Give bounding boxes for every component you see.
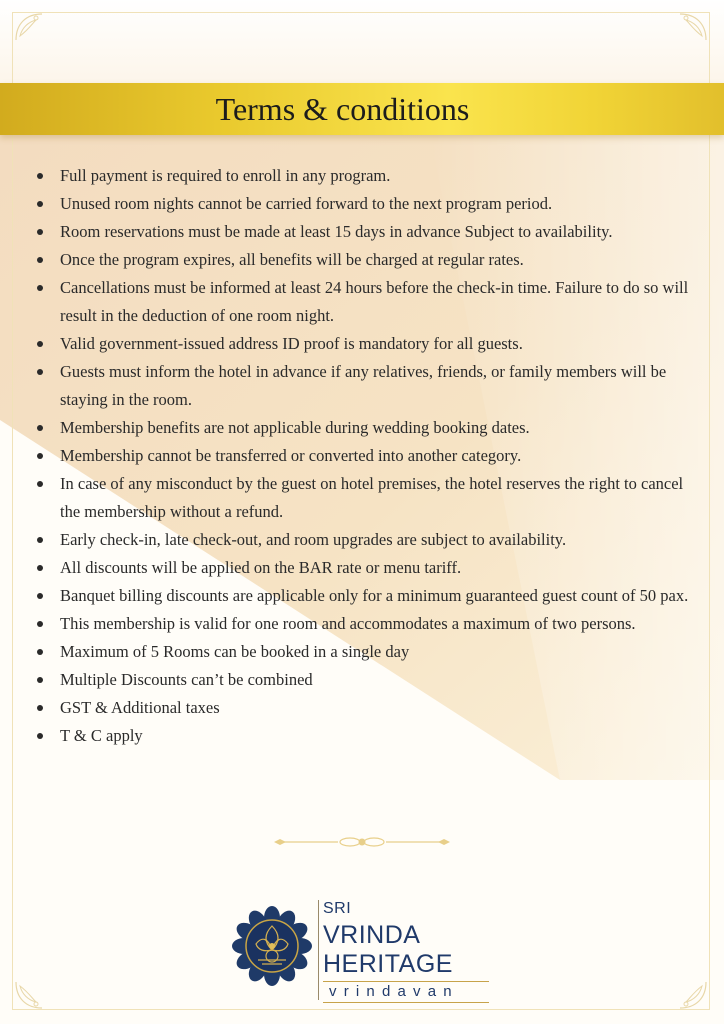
- term-item: GST & Additional taxes: [34, 694, 694, 722]
- term-item: Once the program expires, all benefits will be charged at regular rates.: [34, 246, 694, 274]
- logo-name-line-1: VRINDA: [323, 921, 421, 949]
- term-item: Membership benefits are not applicable during wedding booking dates.: [34, 414, 694, 442]
- term-item: Early check-in, late check-out, and room upgrades are subject to availability.: [34, 526, 694, 554]
- term-item: Valid government-issued address ID proof is mandatory for all guests.: [34, 330, 694, 358]
- floral-corner-icon: [12, 978, 46, 1012]
- term-item: Banquet billing discounts are applicable only for a minimum guaranteed guest count of 50 pax.: [34, 582, 694, 610]
- term-item: Maximum of 5 Rooms can be booked in a single day: [34, 638, 694, 666]
- term-item: T & C apply: [34, 722, 694, 750]
- logo-divider: [318, 900, 319, 1000]
- term-item: All discounts will be applied on the BAR rate or menu tariff.: [34, 554, 694, 582]
- term-item: In case of any misconduct by the guest on hotel premises, the hotel reserves the right to cancel the membership without a refund.: [34, 470, 694, 526]
- term-item: Guests must inform the hotel in advance if any relatives, friends, or family members will be staying in the room.: [34, 358, 694, 414]
- title-banner: [0, 83, 724, 135]
- ornamental-divider-icon: [272, 834, 452, 850]
- term-item: Membership cannot be transferred or converted into another category.: [34, 442, 694, 470]
- logo-name-line-2: HERITAGE: [323, 950, 453, 978]
- floral-corner-icon: [676, 10, 710, 44]
- term-item: Full payment is required to enroll in any program.: [34, 162, 694, 190]
- logo-place: vrindavan: [323, 981, 489, 1003]
- term-item: Unused room nights cannot be carried forward to the next program period.: [34, 190, 694, 218]
- floral-corner-icon: [676, 978, 710, 1012]
- floral-corner-icon: [12, 10, 46, 44]
- lotus-mandala-icon: [232, 906, 312, 986]
- term-item: Room reservations must be made at least 15 days in advance Subject to availability.: [34, 218, 694, 246]
- term-item: This membership is valid for one room and accommodates a maximum of two persons.: [34, 610, 694, 638]
- term-item: Multiple Discounts can’t be combined: [34, 666, 694, 694]
- term-item: Cancellations must be informed at least 24 hours before the check-in time. Failure to do so will result in the deduction of one room night.: [34, 274, 694, 330]
- page-title: Terms & conditions: [215, 91, 470, 127]
- brand-logo: [232, 900, 502, 1005]
- terms-list: [34, 162, 694, 750]
- logo-prefix: SRI: [323, 900, 352, 917]
